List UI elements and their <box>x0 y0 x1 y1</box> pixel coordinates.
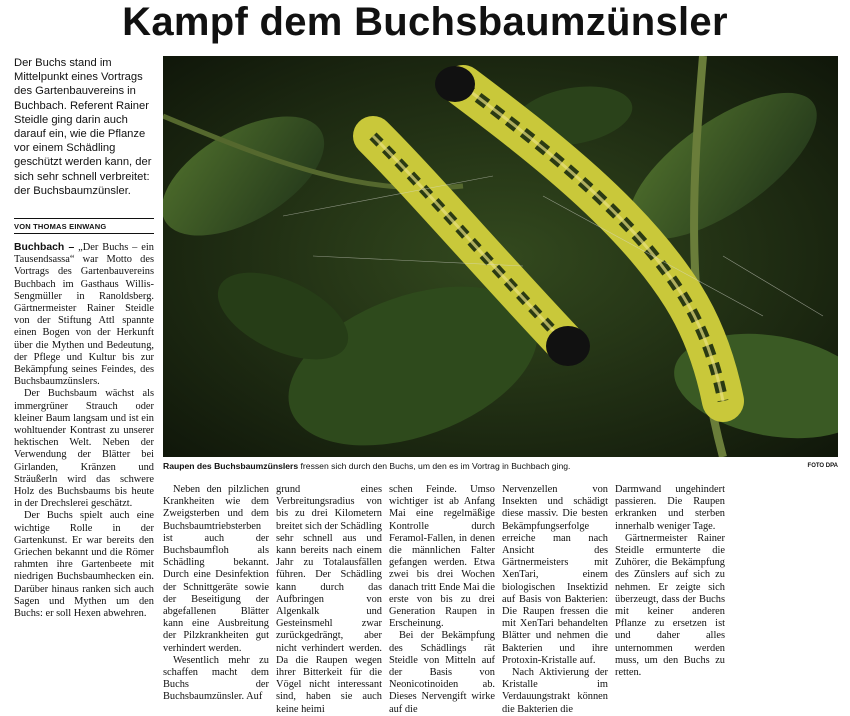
paragraph: Darmwand ungehindert passieren. Die Raupen erkranken und sterben innerhalb weniger Tage. <box>615 484 725 532</box>
dateline: Buchbach – <box>14 242 75 253</box>
paragraph: Nervenzellen von Insekten und schädigt diese massiv. Die besten Bekämpfungserfolge erreiche man nach Ansicht des Gärtnermeisters mit XenTari, einem biologischen Insektizid auf Basis von Bakterien: Die Raupen fressen die mit XenTari behandelten Blätter und nehmen die Bakterien und ihre Protoxin-Kristalle auf. <box>502 484 608 666</box>
article-column-2 <box>163 484 269 704</box>
article-column-4 <box>389 484 495 716</box>
paragraph: Gärtnermeister Rainer Steidle ermunterte die Zuhörer, die Bekämpfung des Zünslers auf sich zu nehmen. Er zeigte sich überzeugt, dass der Buchs mit keiner anderen Pflanze zu ersetzen ist und daher alles unternommen werden muss, um den Buchs zu retten. <box>615 532 725 679</box>
photo-credit: FOTO DPA <box>807 463 838 469</box>
paragraph: Wesentlich mehr zu schaffen macht dem Buchs der Buchsbaumzünsler. Auf <box>163 654 269 703</box>
byline-rule-top <box>14 218 154 219</box>
byline-rule-bottom <box>14 233 154 234</box>
paragraph: Buchbach – „Der Buchs – ein Tausendsassa“ war Motto des Vortrags des Gartenbauvereins Buchbach im Gasthaus Willis-Sengmüller in Ranoldsberg. Gärtnermeister Rainer Steidle von der Stiftung Attl spannte einen Bogen von der Herkunft über die Mythen und Bedeutung, der Pflege und Kultur bis zur Bekämpfung seines Feindes, des Buchsbaumzünslers. <box>14 242 154 388</box>
caterpillar-illustration <box>163 56 838 457</box>
paragraph: grund eines Verbreitungsradius von bis zu drei Kilometern breitet sich der Schädling sehr schnell aus und kann bereits nach einem Jahr zu Totalausfällen führen. Der Schädling kann durch das Aufbringen von Algenkalk und Gesteinsmehl zwar zurückgedrängt, aber nicht verhindert werden. Da die Raupen wegen ihrer Bitterkeit für die Vögel nicht interessant sind, haben sie auch keine heimi <box>276 484 382 715</box>
paragraph: schen Feinde. Umso wichtiger ist ab Anfang Mai eine regelmäßige Kontrolle durch Feramol-Fallen, in denen die männlichen Falter gefangen werden. Etwa zwei bis drei Wochen danach tritt Ende Mai die erste von bis zu drei Generation Raupen in Erscheinung. <box>389 484 495 630</box>
caterpillar-photo <box>163 56 838 457</box>
paragraph: Neben den pilzlichen Krankheiten wie dem Zweigsterben und dem Buchsbaumtriebsterben ist auch der Buchsbaumfloh als Schädling bekannt. Durch eine Desinfektion der Schnittgeräte sowie der Beseitigung der abgefallenen Blätter kann eine Ausbreitung der Pilzkrankheiten gut verhindert werden. <box>163 484 269 654</box>
byline: VON THOMAS EINWANG <box>14 222 107 231</box>
article-column-3 <box>276 484 382 716</box>
photo-caption: Raupen des Buchsbaumzünslers fressen sich durch den Buchs, um den es im Vortrag in Buchbach ging. <box>163 461 571 471</box>
article-column-1 <box>14 242 154 620</box>
paragraph: Bei der Bekämpfung des Schädlings rät Steidle von Mitteln auf der Basis von Neonicotinoiden ab. Dieses Nervengift wirke auf die <box>389 630 495 715</box>
paragraph: Der Buchsbaum wächst als immergrüner Strauch oder kleiner Baum langsam und ist ein wohltuender Kontrast zu unserer hektischen Welt. Neben der Verwendung der Blätter bei Girlanden, Kränzen und Sträußerln wird das schwere Holz des Buchsbaums bis heute in der Drechslerei geschätzt. <box>14 388 154 510</box>
paragraph: Nach Aktivierung der Kristalle im Verdauungstrakt können die Bakterien die <box>502 667 608 715</box>
article-column-6 <box>615 484 725 679</box>
article-column-5 <box>502 484 608 716</box>
headline: Kampf dem Buchsbaumzünsler <box>122 0 728 44</box>
intro-teaser: Der Buchs stand im Mittelpunkt eines Vortrags des Gartenbauvereins in Buchbach. Referent Rainer Steidle ging darin auch darauf ein, wie die Pflanze vor einem Schädling geschützt werden kann, der sich sehr schnell verbreitet: der Buchsbaumzünsler. <box>14 57 152 197</box>
paragraph: Der Buchs spielt auch eine wichtige Rolle in der Gartenkunst. Er war bereits den Griechen bekannt und die Römer rahmten ihre Gartenbeete mit niedrigen Buchsbaumhecken ein. Darüber hinaus ranken sich auch Sagen und Mythen um den Buchs: er soll Hexen abwehren. <box>14 510 154 620</box>
